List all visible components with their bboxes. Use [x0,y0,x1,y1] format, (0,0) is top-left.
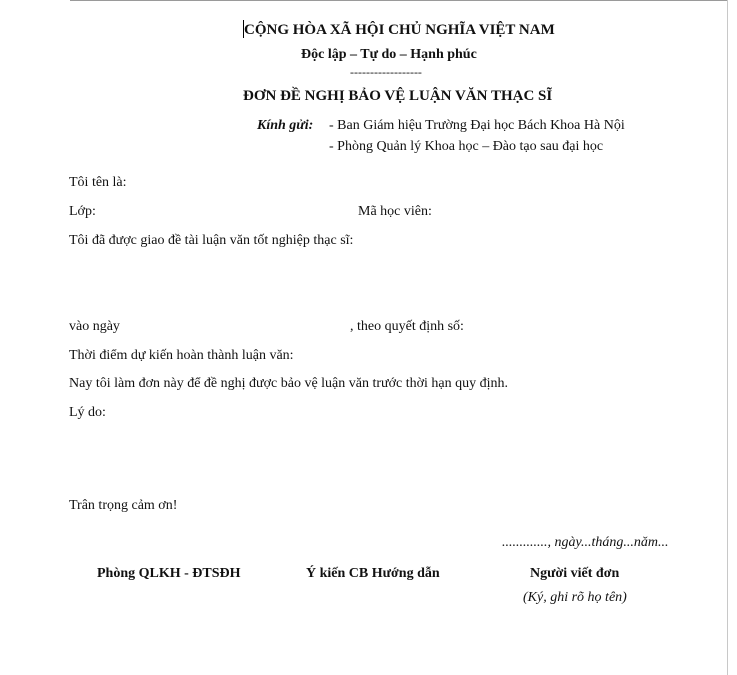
recipient-line-1: - Ban Giám hiệu Trường Đại học Bách Khoa Hà Nội [329,118,625,133]
header-separator: ------------------ [350,65,422,79]
student-id-field-label: Mã học viên: [358,204,432,219]
document-title: ĐƠN ĐỀ NGHỊ BẢO VỆ LUẬN VĂN THẠC SĨ [243,88,553,104]
class-field-label: Lớp: [69,204,96,219]
thesis-field-label: Tôi đã được giao đề tài luận văn tốt nghiệp thạc sĩ: [69,233,354,248]
recipient-line-2: - Phòng Quản lý Khoa học – Đào tạo sau đại học [329,139,604,154]
motto-heading: Độc lập – Tự do – Hạnh phúc [301,47,477,62]
date-field-label: vào ngày [69,319,120,334]
name-field-label: Tôi tên là: [69,175,127,190]
office-signature-label: Phòng QLKH - ĐTSĐH [97,566,241,581]
thanks-text: Trân trọng cảm ơn! [69,498,178,513]
reason-field-label: Lý do: [69,405,106,420]
applicant-signature-label: Người viết đơn [530,566,620,581]
decision-field-label: , theo quyết định số: [350,319,464,334]
recipients-label: Kính gửi: [257,118,314,133]
nation-heading: CỘNG HÒA XÃ HỘI CHỦ NGHĨA VIỆT NAM [244,22,555,38]
signature-date-line: ............., ngày...tháng...năm... [502,535,669,550]
advisor-signature-label: Ý kiến CB Hướng dẫn [306,566,440,581]
page-right-edge [727,0,728,675]
expected-completion-label: Thời điểm dự kiến hoàn thành luận văn: [69,348,294,363]
request-statement: Nay tôi làm đơn này để đề nghị được bảo vệ luận văn trước thời hạn quy định. [69,376,509,391]
applicant-signature-note: (Ký, ghi rõ họ tên) [523,590,627,605]
page-top-edge [70,0,727,1]
